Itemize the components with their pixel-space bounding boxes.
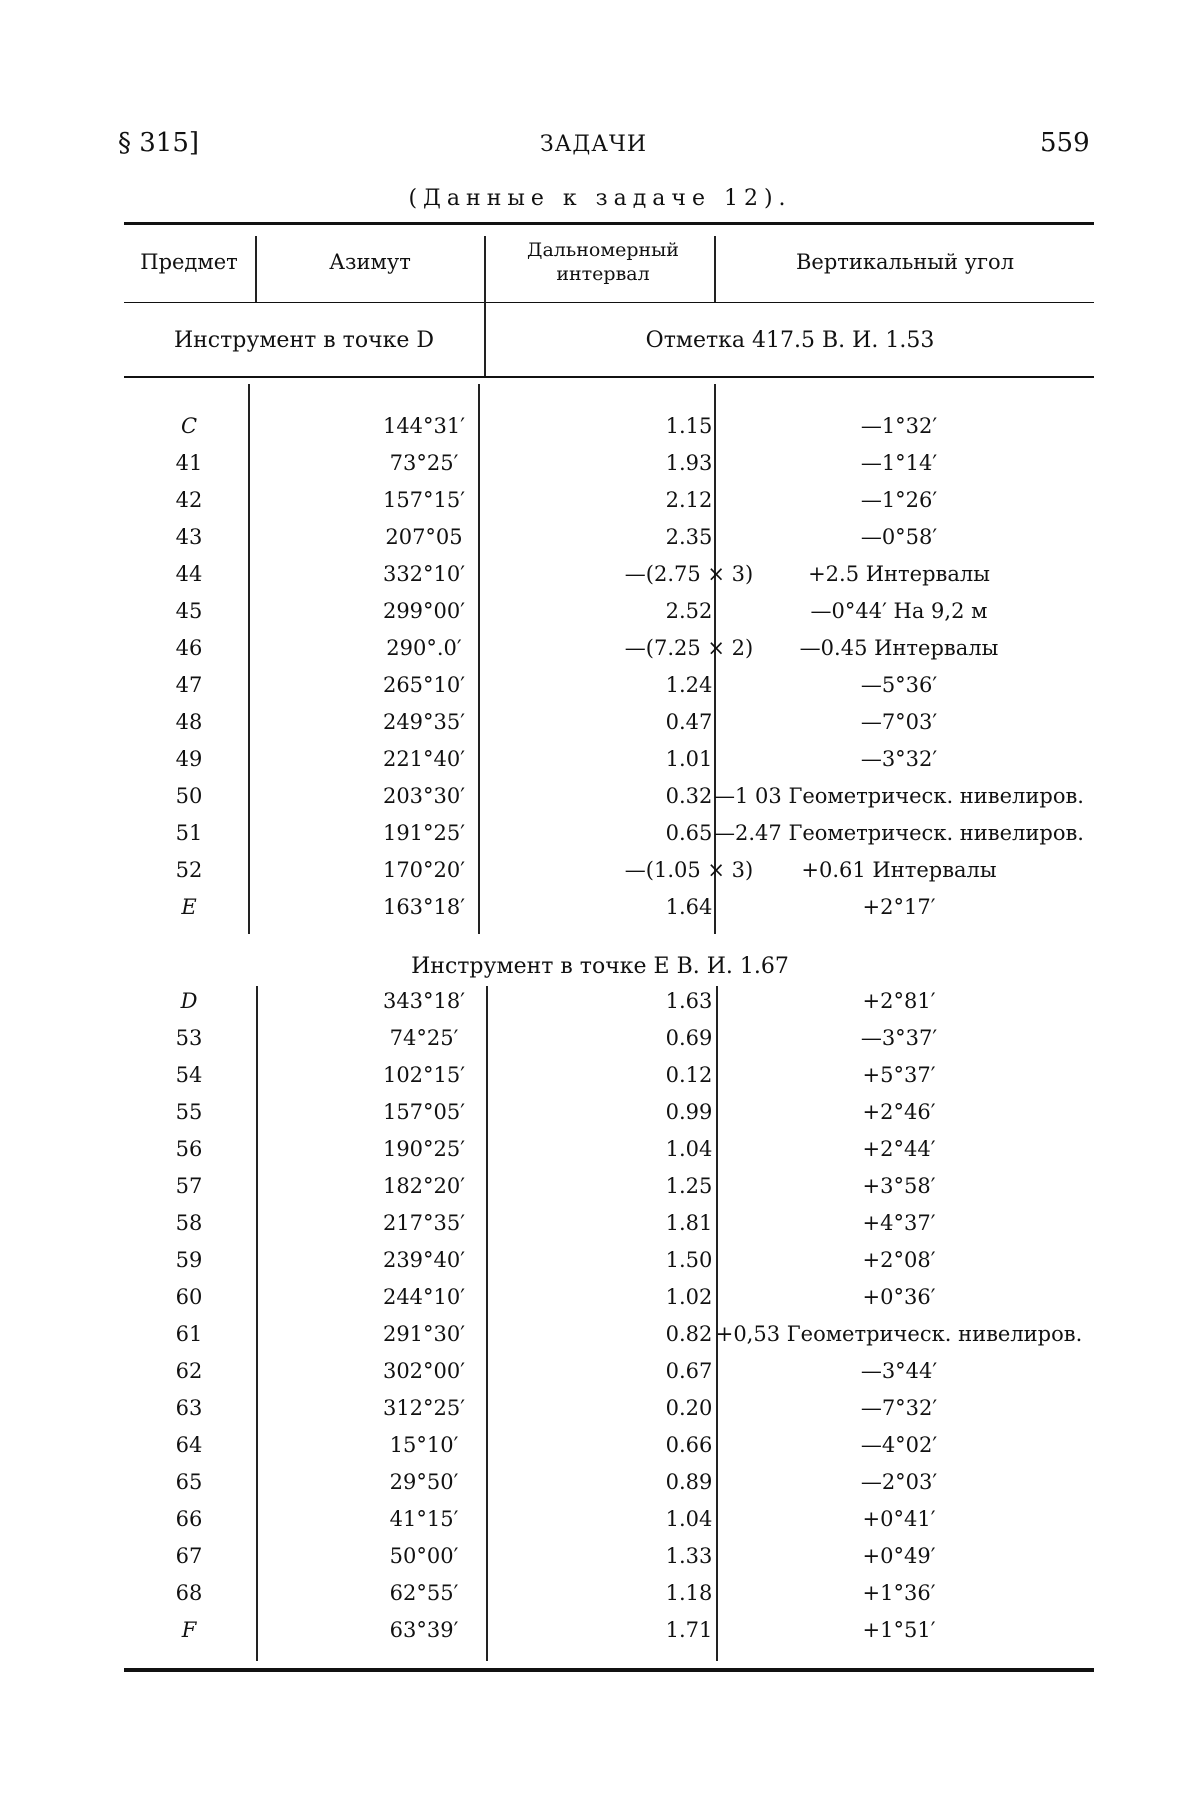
table-row [124,852,1094,889]
table-caption: (Данные к задаче 12). [408,186,792,211]
cell-vertical-angle: —7°32′ [860,1396,938,1420]
table-row [124,1279,1094,1316]
cell-object: 65 [175,1470,203,1494]
cell-vertical-angle: +0°41′ [862,1507,936,1531]
cell-object: D [180,989,198,1013]
table-row [124,1242,1094,1279]
cell-vertical-angle: —2°03′ [860,1470,938,1494]
table-row [124,1353,1094,1390]
cell-interval: 1.18 [665,1581,713,1605]
cell-vertical-angle: +3°58′ [862,1174,936,1198]
column-header-azimuth: Азимут [329,250,411,274]
cell-object: 41 [175,451,203,475]
cell-azimuth: 207°05 [385,525,463,549]
cell-object: 43 [175,525,203,549]
cell-interval: 0.69 [665,1026,713,1050]
cell-vertical-angle: —2.47 Геометрическ. нивелиров. [714,821,1084,845]
table-row [124,1057,1094,1094]
cell-object: 45 [175,599,203,623]
table-row [124,1316,1094,1353]
cell-interval: —(2.75 × 3) [624,562,754,586]
table-row [124,1205,1094,1242]
page-title: ЗАДАЧИ [540,132,648,157]
cell-azimuth: 157°15′ [382,488,466,512]
cell-object: 56 [175,1137,203,1161]
cell-interval: 1.50 [665,1248,713,1272]
cell-vertical-angle: +2.5 Интервалы [808,562,990,586]
table-section-e [124,983,1094,1649]
table-row [124,482,1094,519]
table-row [124,1020,1094,1057]
cell-azimuth: 15°10′ [389,1433,459,1457]
cell-interval: 1.81 [665,1211,713,1235]
cell-vertical-angle: +2°08′ [862,1248,936,1272]
table-row [124,445,1094,482]
cell-interval: 1.71 [665,1618,713,1642]
cell-azimuth: 217°35′ [382,1211,466,1235]
table-bottom-rule [124,1668,1094,1672]
cell-interval: 0.20 [665,1396,713,1420]
cell-interval: 1.04 [665,1507,713,1531]
cell-interval: 0.32 [665,784,713,808]
cell-azimuth: 239°40′ [382,1248,466,1272]
cell-azimuth: 74°25′ [389,1026,459,1050]
table-row [124,1131,1094,1168]
cell-azimuth: 170°20′ [382,858,466,882]
cell-azimuth: 29°50′ [389,1470,459,1494]
table-row [124,1427,1094,1464]
cell-azimuth: 221°40′ [382,747,466,771]
cell-interval: 1.63 [665,989,713,1013]
column-header-interval: Дальномерный интервал [527,239,679,285]
table-row [124,556,1094,593]
cell-vertical-angle: +0°49′ [862,1544,936,1568]
cell-object: E [181,895,197,919]
cell-azimuth: 302°00′ [382,1359,466,1383]
cell-vertical-angle: +1°36′ [862,1581,936,1605]
table-top-rule [124,222,1094,225]
header-divider-2 [484,236,486,376]
table-row [124,667,1094,704]
table-section-d [124,408,1094,926]
cell-object: 67 [175,1544,203,1568]
cell-object: 61 [175,1322,203,1346]
cell-vertical-angle: +0°36′ [862,1285,936,1309]
table-row [124,593,1094,630]
table-row [124,1094,1094,1131]
cell-object: 52 [175,858,203,882]
table-row [124,778,1094,815]
cell-interval: 0.66 [665,1433,713,1457]
cell-object: 59 [175,1248,203,1272]
cell-object: 53 [175,1026,203,1050]
table-row [124,1390,1094,1427]
cell-object: 49 [175,747,203,771]
cell-object: 47 [175,673,203,697]
cell-vertical-angle: —1 03 Геометрическ. нивелиров. [714,784,1084,808]
cell-azimuth: 203°30′ [382,784,466,808]
cell-azimuth: 62°55′ [389,1581,459,1605]
cell-interval: 1.93 [665,451,713,475]
table-row [124,815,1094,852]
instrument-at-d: Инструмент в точке D [173,328,435,353]
cell-azimuth: 102°15′ [382,1063,466,1087]
cell-interval: —(7.25 × 2) [624,636,754,660]
cell-vertical-angle: —0°58′ [860,525,938,549]
cell-vertical-angle: —4°02′ [860,1433,938,1457]
table-row [124,408,1094,445]
table-row [124,704,1094,741]
table-row [124,983,1094,1020]
cell-interval: 0.65 [665,821,713,845]
cell-interval: 2.12 [665,488,713,512]
cell-azimuth: 249°35′ [382,710,466,734]
cell-interval: —(1.05 × 3) [624,858,754,882]
cell-interval: 1.15 [665,414,713,438]
cell-azimuth: 244°10′ [382,1285,466,1309]
cell-object: 48 [175,710,203,734]
cell-interval: 0.99 [665,1100,713,1124]
cell-azimuth: 291°30′ [382,1322,466,1346]
cell-azimuth: 73°25′ [389,451,459,475]
cell-vertical-angle: —3°37′ [860,1026,938,1050]
cell-object: 44 [175,562,203,586]
cell-azimuth: 41°15′ [389,1507,459,1531]
cell-azimuth: 332°10′ [382,562,466,586]
cell-object: C [180,414,198,438]
cell-object: F [181,1618,197,1642]
column-header-vertical-angle: Вертикальный угол [795,250,1015,274]
cell-interval: 0.12 [665,1063,713,1087]
cell-azimuth: 265°10′ [382,673,466,697]
cell-object: 58 [175,1211,203,1235]
cell-vertical-angle: +2°81′ [862,989,936,1013]
cell-vertical-angle: +2°17′ [862,895,936,919]
cell-interval: 2.35 [665,525,713,549]
cell-object: 64 [175,1433,203,1457]
cell-object: 66 [175,1507,203,1531]
cell-object: 54 [175,1063,203,1087]
cell-vertical-angle: —5°36′ [860,673,938,697]
cell-interval: 1.33 [665,1544,713,1568]
cell-interval: 1.25 [665,1174,713,1198]
section-rule [124,376,1094,378]
cell-object: 50 [175,784,203,808]
cell-azimuth: 163°18′ [382,895,466,919]
cell-vertical-angle: —0°44′ На 9,2 м [810,599,988,623]
table-row [124,519,1094,556]
cell-interval: 2.52 [665,599,713,623]
cell-vertical-angle: +2°46′ [862,1100,936,1124]
cell-vertical-angle: +2°44′ [862,1137,936,1161]
cell-object: 62 [175,1359,203,1383]
page-number: 559 [1040,128,1090,158]
cell-vertical-angle: —1°32′ [860,414,938,438]
table-row [124,1501,1094,1538]
cell-object: 55 [175,1100,203,1124]
instrument-at-e: Инструмент в точке E В. И. 1.67 [411,954,789,979]
cell-vertical-angle: —0.45 Интервалы [799,636,999,660]
table-row [124,1168,1094,1205]
cell-azimuth: 182°20′ [382,1174,466,1198]
cell-interval: 1.02 [665,1285,713,1309]
cell-azimuth: 343°18′ [382,989,466,1013]
cell-object: 57 [175,1174,203,1198]
cell-interval: 0.89 [665,1470,713,1494]
elevation-note: Отметка 417.5 В. И. 1.53 [645,328,935,353]
cell-object: 68 [175,1581,203,1605]
table-row [124,889,1094,926]
cell-azimuth: 50°00′ [389,1544,459,1568]
header-divider-1 [255,236,257,302]
table-row [124,630,1094,667]
cell-vertical-angle: —1°26′ [860,488,938,512]
cell-azimuth: 144°31′ [382,414,466,438]
cell-azimuth: 157°05′ [382,1100,466,1124]
cell-vertical-angle: —7°03′ [860,710,938,734]
cell-vertical-angle: +1°51′ [862,1618,936,1642]
cell-interval: 0.67 [665,1359,713,1383]
cell-object: 46 [175,636,203,660]
cell-azimuth: 312°25′ [382,1396,466,1420]
cell-azimuth: 290°.0′ [386,636,462,660]
cell-vertical-angle: +4°37′ [862,1211,936,1235]
cell-vertical-angle: +0.61 Интервалы [801,858,997,882]
table-row [124,741,1094,778]
cell-interval: 1.01 [665,747,713,771]
table-row [124,1612,1094,1649]
cell-vertical-angle: —3°44′ [860,1359,938,1383]
cell-azimuth: 191°25′ [382,821,466,845]
cell-interval: 0.82 [665,1322,713,1346]
cell-vertical-angle: +5°37′ [862,1063,936,1087]
cell-interval: 1.24 [665,673,713,697]
cell-object: 51 [175,821,203,845]
header-rule [124,302,1094,303]
cell-interval: 1.64 [665,895,713,919]
cell-vertical-angle: —1°14′ [860,451,938,475]
cell-object: 63 [175,1396,203,1420]
cell-azimuth: 63°39′ [389,1618,459,1642]
cell-azimuth: 190°25′ [382,1137,466,1161]
cell-object: 60 [175,1285,203,1309]
cell-vertical-angle: +0,53 Геометрическ. нивелиров. [715,1322,1083,1346]
cell-interval: 0.47 [665,710,713,734]
table-row [124,1464,1094,1501]
cell-interval: 1.04 [665,1137,713,1161]
column-header-object: Предмет [140,250,238,274]
table-row [124,1575,1094,1612]
cell-object: 42 [175,488,203,512]
cell-azimuth: 299°00′ [382,599,466,623]
cell-vertical-angle: —3°32′ [860,747,938,771]
table-row [124,1538,1094,1575]
section-number: § 315] [118,128,200,158]
